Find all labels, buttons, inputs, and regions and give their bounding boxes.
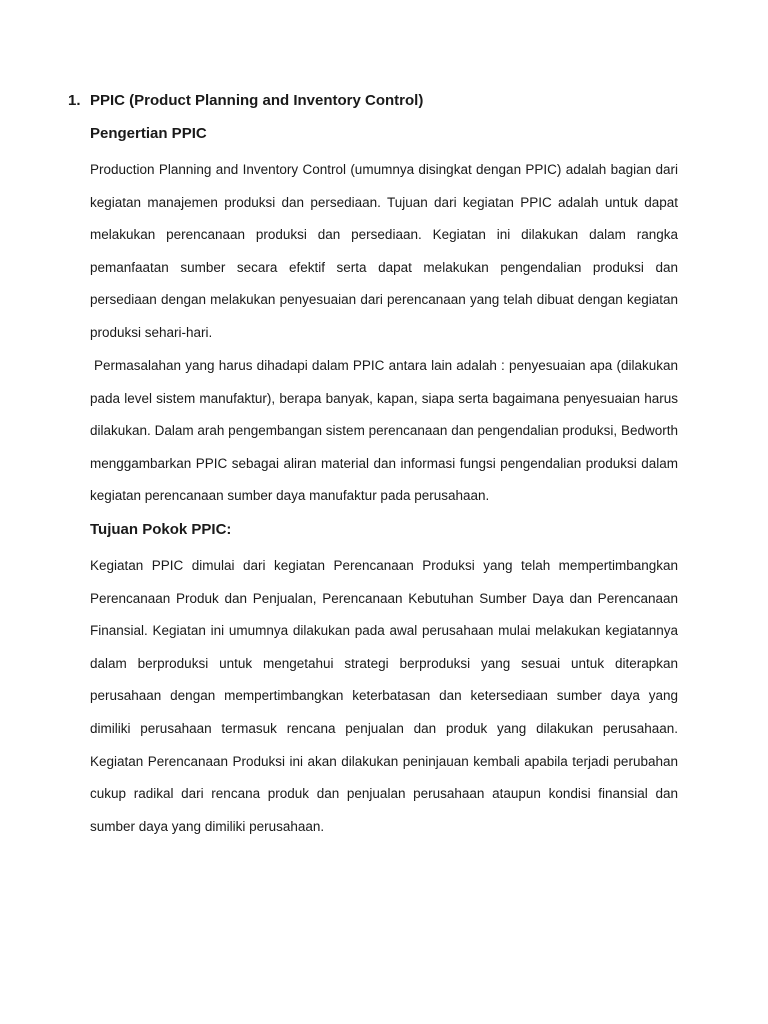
tujuan-heading: Tujuan Pokok PPIC: (90, 521, 232, 538)
pengertian-heading: Pengertian PPIC (90, 125, 207, 142)
pengertian-section (90, 125, 678, 142)
section-title: PPIC (Product Planning and Inventory Control) (90, 92, 424, 109)
tujuan-paragraph: Kegiatan PPIC dimulai dari kegiatan Perencanaan Produksi yang telah mempertimbangkan Perencanaan Produk dan Penjualan, Perencanaan Kebutuhan Sumber Daya dan Perencanaan Finansial. Kegiatan ini umumnya dilakukan pada awal perusahaan mulai melakukan kegiatannya dalam berproduksi untuk mengetahui strategi berproduksi yang sesuai untuk diterapkan perusahaan dengan mempertimbangkan keterbatasan dan ketersediaan sumber daya yang dimiliki perusahaan termasuk rencana penjualan dan produk yang dilakukan perusahaan. Kegiatan Perencanaan Produksi ini akan dilakukan peninjauan kembali apabila terjadi perubahan cukup radikal dari rencana produk dan penjualan perusahaan ataupun kondisi finansial dan sumber daya yang dimiliki perusahaan. (90, 558, 678, 834)
tujuan-section (90, 521, 678, 538)
section-heading (68, 92, 423, 109)
section-number: 1. (68, 92, 81, 109)
tujuan-paragraph-block (90, 550, 678, 843)
pengertian-paragraph-2: Permasalahan yang harus dihadapi dalam PPIC antara lain adalah : penyesuaian apa (dilakukan pada level sistem manufaktur), berapa banyak, kapan, siapa serta bagaimana penyesuaian harus dilakukan. Dalam arah pengembangan sistem perencanaan dan pengendalian produksi, Bedworth menggambarkan PPIC sebagai aliran material dan informasi fungsi pengendalian produksi dalam kegiatan perencanaan sumber daya manufaktur pada perusahaan. (90, 358, 678, 504)
pengertian-paragraph-1: Production Planning and Inventory Control (umumnya disingkat dengan PPIC) adalah bagian dari kegiatan manajemen produksi dan persediaan. Tujuan dari kegiatan PPIC adalah untuk dapat melakukan perencanaan produksi dan persediaan. Kegiatan ini dilakukan dalam rangka pemanfaatan sumber secara efektif serta dapat melakukan pengendalian produksi dan persediaan dengan melakukan penyesuaian dari perencanaan yang telah dibuat dengan kegiatan produksi sehari-hari. (90, 162, 678, 340)
pengertian-paragraph-1-block (90, 154, 678, 350)
pengertian-paragraph-2-block (90, 350, 678, 513)
